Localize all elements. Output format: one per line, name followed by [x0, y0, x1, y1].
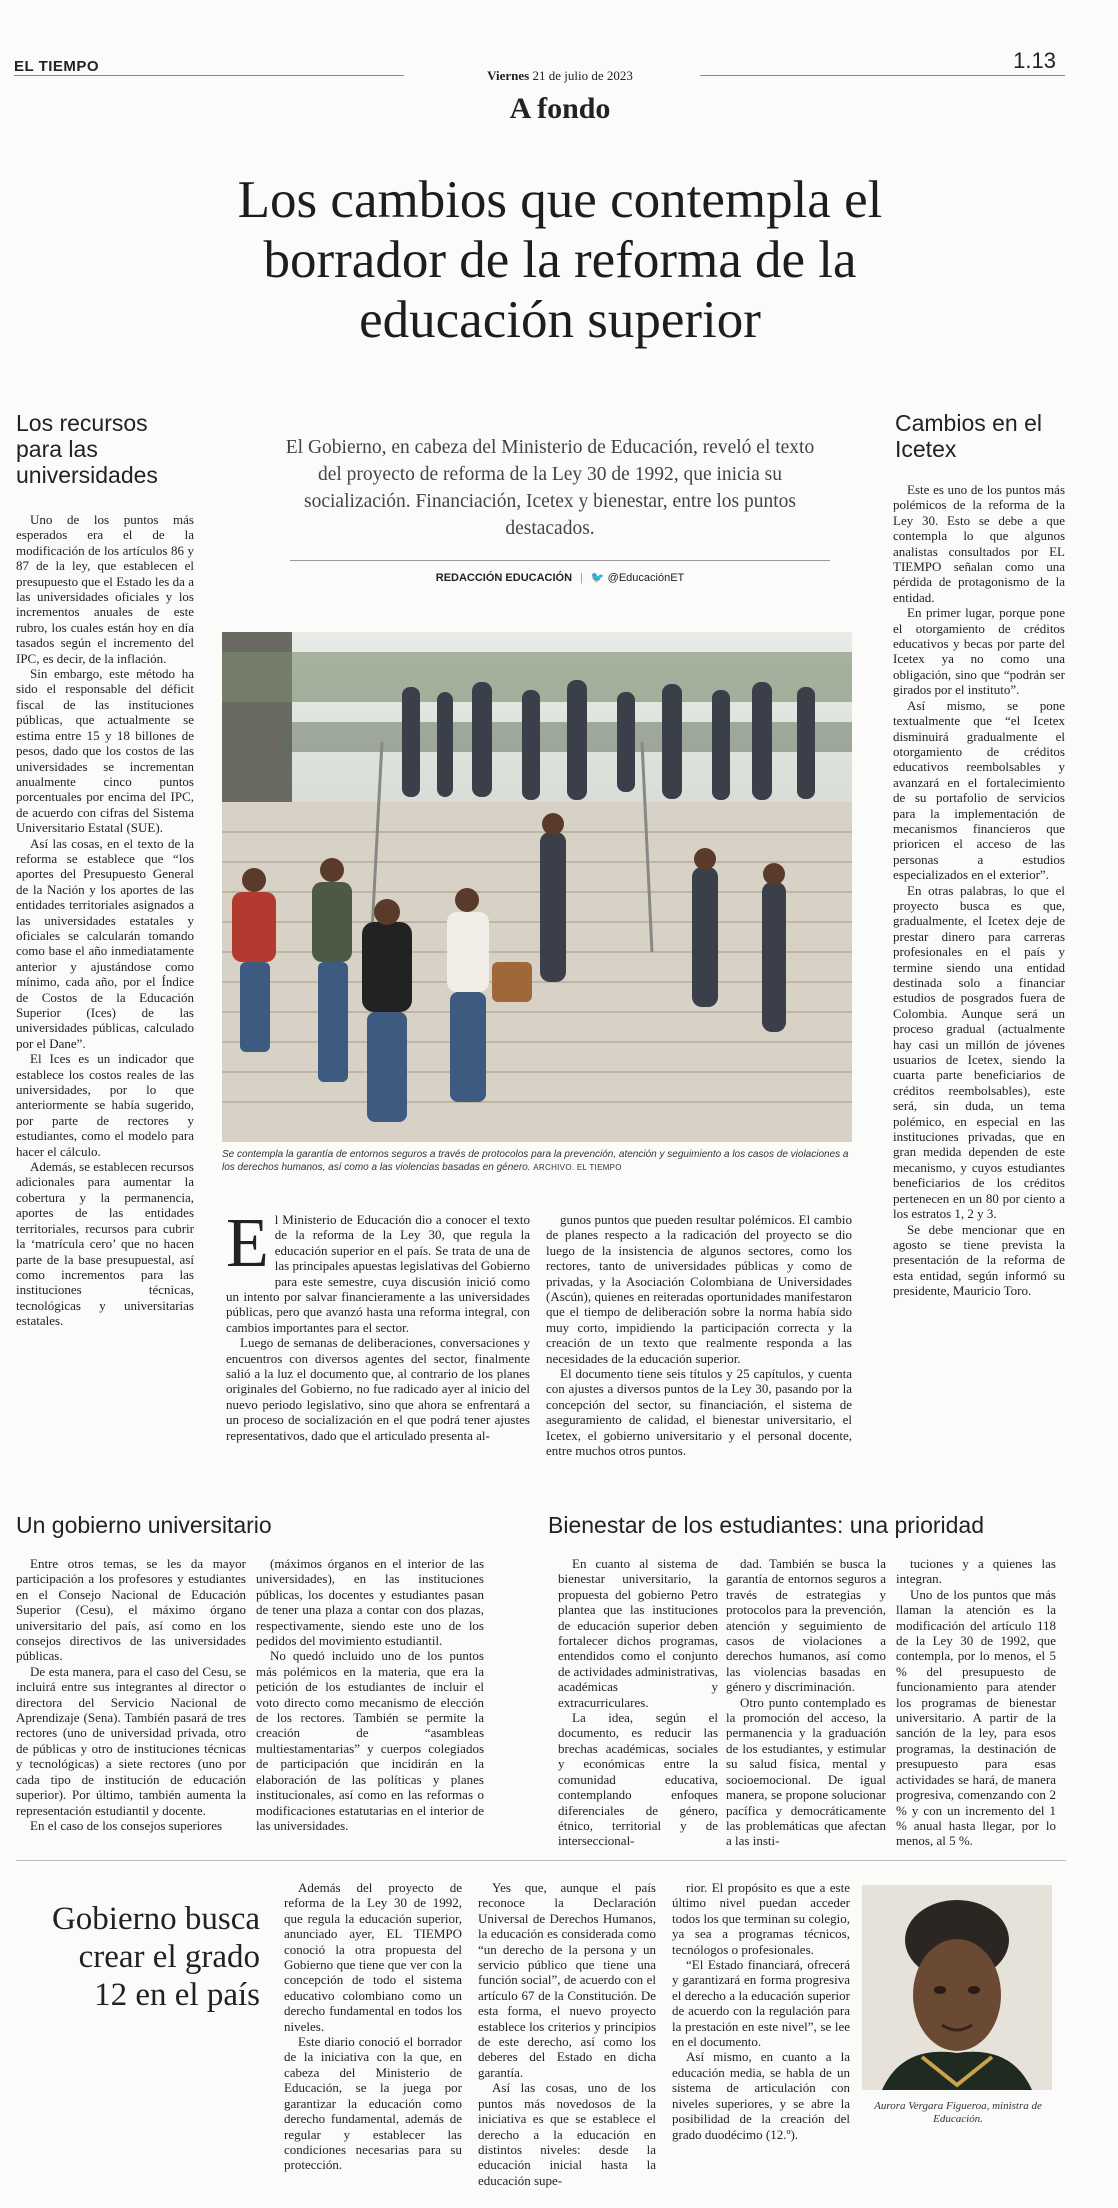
photo-credit: ARCHIVO. EL TIEMPO — [533, 1163, 622, 1172]
issue-date — [450, 68, 670, 84]
newspaper-name: EL TIEMPO — [14, 58, 100, 75]
paragraph: Así las cosas, uno de los puntos más novedosos de la iniciativa es que se establece el derecho a la educación en distintos niveles: desde la educación inicial hasta la educación supe- — [478, 2080, 656, 2188]
paragraph: Luego de semanas de deliberaciones, conversaciones y encuentros con diversos agentes del sector, finalmente salió a la luz el documento que, al contrario de los planes originales del Gobierno, no fue radicado ayer al inicio del nuevo periodo legislativo, sino que ahora se enfrentará a un proceso de socialización en el que podrá tener ajustes representativos, dado que el articulado presenta al- — [226, 1335, 530, 1443]
students-photo-illustration — [222, 632, 852, 1142]
grado12-column-1 — [284, 1880, 462, 2173]
issue-date-text: 21 de julio de 2023 — [532, 68, 633, 83]
dropcap: E — [226, 1205, 269, 1282]
photo-caption — [222, 1148, 852, 1174]
right-column-title: Cambios en el Icetex — [895, 410, 1043, 462]
section-title: A fondo — [509, 92, 611, 125]
paragraph: En primer lugar, porque pone el otorgamiento de créditos educativos y becas por parte del Icetex ya no como una obligación, sino que “podrán ser girados por el instituto”. — [893, 605, 1065, 698]
grado12-title: Gobierno busca crear el grado 12 en el país — [51, 1901, 260, 2013]
deck: El Gobierno, en cabeza del Ministerio de Educación, reveló el texto del proyecto de reforma de la Ley 30 de 1992, que inicia su socialización. Financiación, Icetex y bienestar, entre los puntos destacados. — [285, 437, 815, 539]
paragraph: rior. El propósito es que a este último nivel puedan acceder todos los que terminan su colegio, ya sea a programas técnicos, tecnólogos o profesionales. — [672, 1880, 850, 1957]
bienestar-column-1 — [558, 1556, 718, 1849]
paragraph: Así mismo, se pone textualmente que “el Icetex disminuirá gradualmente el otorgamiento de créditos educativos reembolsables y avanzará en el fortalecimiento de su portafolio de servicios para la implementación de mecanismos financieros que prioricen el acceso de las personas a estudios especializados en el exterior”. — [893, 697, 1065, 883]
gobierno-title: Un gobierno universitario — [16, 1512, 272, 1538]
gobierno-column-1 — [16, 1556, 246, 1833]
minister-portrait-illustration — [862, 1885, 1052, 2090]
grado12-column-2 — [478, 1880, 656, 2188]
paragraph: Además, se establecen recursos adicionales para aumentar la cobertura y la permanencia, aportes de las entidades territoriales, recursos para cubrir la ‘matrícula cero’ que no hacen parte de la base presupuestal, así como incrementos para las instituciones técnicas, tecnológicas y universitarias estatales. — [16, 1159, 194, 1329]
paragraph: gunos puntos que pueden resultar polémicos. El cambio de planes respecto a la radicación del proyecto se dio luego de la insistencia de algunos sectores, como los rectores, tanto de universidades públicas y como de privadas, y la Asociación Colombiana de Universidades (Ascún), quienes en reiteradas oportunidades manifestaron que el tiempo de deliberación sobre la norma había sido muy corto, impidiendo la participación correcta y la creación de un texto que realmente responda a las necesidades de la educación superior. — [546, 1212, 852, 1366]
photo-caption-text: Se contempla la garantía de entornos seguros a través de protocolos para la prevención, atención y seguimiento a los casos de violaciones a los derechos humanos, así como a las violencias basadas en género. — [222, 1149, 849, 1173]
paragraph: En otras palabras, lo que el proyecto busca es que, gradualmente, el Icetex deje de prestar dinero para carreras profesionales en el país y termine siendo una entidad destinada solo a financiar estudios de posgrados fuera de Colombia. Aunque será un proceso gradual (actualmente hay casi un millón de jóvenes usuarios de Icetex, siendo la cuarta parte beneficiarios de créditos reembolsables), este será, sin duda, un tema polémico, en especial en las instituciones privadas, que en gran medida dependen de este mecanismo, y cuyos estudiantes beneficiarios de los créditos pertenecen en un 80 por ciento a los estratos 1, 2 y 3. — [893, 882, 1065, 1222]
bienestar-column-2 — [726, 1556, 886, 1849]
paragraph: Este diario conoció el borrador de la iniciativa con la que, en cabeza del Ministerio de Educación, se la juega por garantizar la educación como derecho fundamental, además de regular y establecer las condiciones necesarias para su protección. — [284, 2034, 462, 2173]
paragraph: Así mismo, en cuanto a la educación media, se habla de un sistema de articulación con niveles superiores, y se abre la posibilidad de la creación del grado duodécimo (12.º). — [672, 2049, 850, 2142]
right-column-body — [893, 482, 1065, 1299]
paragraph: l Ministerio de Educación dio a conocer el texto de la reforma de la Ley 30, que regula la educación superior en el país. Se trata de una de las principales apuestas legislativas del Gobierno para este semestre, cuya discusión inició como un intento por salvar financieramente a las universidades públicas, pero que avanzó hasta una reforma integral, con cambios importantes para el sector. — [226, 1212, 530, 1335]
minister-portrait — [862, 1885, 1052, 2090]
left-column-body — [16, 512, 194, 1329]
portrait-caption: Aurora Vergara Figueroa, ministra de Educación. — [874, 2100, 1042, 2125]
paragraph: dad. También se busca la garantía de entornos seguros a través de estrategias y protocolos para la prevención, atención y seguimiento de casos de violaciones a derechos humanos, así como las violencias basadas en género y discriminación. — [726, 1556, 886, 1695]
paragraph: En cuanto al sistema de bienestar universitario, la propuesta del gobierno Petro plantea que las instituciones de educación superior deben fortalecer dichos programas, entendidos como el conjunto de actividades administrativas, académicas y extracurriculares. — [558, 1556, 718, 1710]
paragraph: Se debe mencionar que en agosto se tiene prevista la presentación de la reforma de esta entidad, según informó su presidente, Mauricio Toro. — [893, 1221, 1065, 1299]
twitter-icon: 🐦 — [590, 572, 605, 584]
paragraph: (máximos órganos en el interior de las universidades), en las instituciones públicas, los docentes y estudiantes pasan de tener una plaza a contar con dos plazas, respectivamente, siendo este uno de los pedidos del movimiento estudiantil. — [256, 1556, 484, 1649]
bienestar-title: Bienestar de los estudiantes: una prioridad — [548, 1512, 985, 1538]
paragraph: El documento tiene seis títulos y 25 capítulos, y cuenta con ajustes a diversos puntos de la Ley 30, pasando por la concepción del sector, su financiación, el sistema de aseguramiento de calidad, el bienestar universitario, el Icetex, el gobierno universitario y el personal docente, entre muchos otros puntos. — [546, 1366, 852, 1459]
paragraph: Otro punto contemplado es la promoción del acceso, la permanencia y la graduación de los estudiantes, y estimular su salud física, mental y socioemocional. De igual manera, se propone solucionar pacífica y democráticamente las problemáticas que afectan a las insti- — [726, 1694, 886, 1849]
students-photo — [222, 632, 852, 1142]
paragraph: Así las cosas, en el texto de la reforma se establece que “los aportes del Presupuesto General de la Nación y los aportes de las entidades territoriales asignados a las universidades estatales y oficiales se calcularán tomando como base el año inmediatamente anterior y ajustándose como mínimo, cada año, por el Índice de Costos de la Educación Superior (Ices) de las universidades públicas, calculado por el Dane”. — [16, 835, 194, 1051]
paragraph: El Ices es un indicador que establece los costos reales de las universidades, por lo que anteriormente se había sugerido, por parte de rectores y estudiantes, como el modelo para hacer el cálculo. — [16, 1051, 194, 1159]
byline: REDACCIÓN EDUCACIÓN | 🐦 @EducaciónET — [290, 560, 830, 584]
paragraph: De esta manera, para el caso del Cesu, se incluirá entre sus integrantes al director o directora del Servicio Nacional de Aprendizaje (Sena). También pasará de tres rectores (uno de universidad privada, otro de públicas y otro de instituciones técnicas y tecnológicas) a siete rectores (uno por cada tipo de institución de educación superior). Por último, también aumenta la representación estudiantil y docente. — [16, 1663, 246, 1818]
byline-twitter: @EducaciónET — [607, 572, 685, 584]
paragraph: tuciones y a quienes las integran. — [896, 1556, 1056, 1587]
page-number: 1.13 — [1013, 48, 1056, 73]
gobierno-column-2 — [256, 1556, 484, 1833]
intro-column-2 — [546, 1212, 852, 1459]
headline: Los cambios que contempla el borrador de la reforma de la educación superior — [237, 171, 883, 349]
grado12-column-3 — [672, 1880, 850, 2142]
paragraph: No quedó incluido uno de los puntos más polémicos en la materia, que era la petición de los estudiantes de incluir el voto directo como mecanismo de elección de los rectores. También se permite la creación de “asambleas multiestamentarias” y cuerpos colegiados de participación que incidirán en la elaboración de las políticas y planes institucionales, así como en las reformas o modificaciones estatutarias en el interior de las universidades. — [256, 1648, 484, 1833]
header-rule-right — [700, 75, 1065, 76]
left-column-title: Los recursos para las universidades — [16, 410, 158, 488]
paragraph: Uno de los puntos que más llaman la atención es la modificación del artículo 118 de la Ley 30 de 1992, que contempla, por lo menos, el 5 % del presupuesto de funcionamiento para atender los programas de bienestar universitario. A partir de la sanción de la ley, para esos programas, la destinación de presupuesto para esas actividades se hará, de manera progresiva, comenzando con 2 % y con un incremento del 1 % anual hasta llegar, por lo menos, al 5 %. — [896, 1586, 1056, 1849]
paragraph: Además del proyecto de reforma de la Ley 30 de 1992, que regula la educación superior, anunciado ayer, EL TIEMPO conoció la otra propuesta del Gobierno que tiene que ver con la concepción de todo el sistema educativo colombiano como un derecho fundamental en todos los niveles. — [284, 1880, 462, 2034]
intro-column-1 — [226, 1205, 530, 1443]
paragraph: Entre otros temas, se les da mayor participación a los profesores y estudiantes en el Consejo Nacional de Educación Superior (Cesu), el máximo órgano universitario del país, así como en los consejos directivos de las universidades públicas. — [16, 1556, 246, 1664]
section-divider — [16, 1860, 1066, 1861]
byline-author: REDACCIÓN EDUCACIÓN — [435, 572, 573, 584]
paragraph: Uno de los puntos más esperados era el de la modificación de los artículos 86 y 87 de la ley, que establecen el presupuesto que el Estado les da a las universidades oficiales y los incrementos anuales de este rubro, los cuales están hoy en día tasados según el incremento del IPC, es decir, de la inflación. — [16, 512, 194, 666]
header-rule-left — [14, 75, 404, 76]
paragraph: En el caso de los consejos superiores — [30, 1817, 223, 1833]
bienestar-column-3 — [896, 1556, 1056, 1849]
paragraph: Sin embargo, este método ha sido el responsable del déficit fiscal de las instituciones públicas, que actualmente se estima entre 15 y 18 billones de pesos, dado que los costos de las universidades se incrementan anualmente cinco puntos porcentuales por encima del IPC, de acuerdo con cifras del Sistema Universitario Estatal (SUE). — [16, 666, 194, 836]
paragraph: La idea, según el documento, es reducir las brechas académicas, sociales y económicas entre la comunidad educativa, contemplando enfoques diferenciales de género, étnico, territorial y de interseccional- — [558, 1710, 718, 1849]
issue-day: Viernes — [487, 68, 530, 83]
paragraph: Este es uno de los puntos más polémicos de la reforma de la Ley 30. Esto se debe a que contempla lo que algunos analistas consultados por EL TIEMPO señalan como una pérdida de protagonismo de la entidad. — [893, 482, 1065, 605]
paragraph: “El Estado financiará, ofrecerá y garantizará en forma progresiva el derecho a la educación superior de acuerdo con la regulación para la prestación en este nivel”, se lee en el documento. — [672, 1957, 850, 2050]
paragraph: Yes que, aunque el país reconoce la Declaración Universal de Derechos Humanos, la educación es considerada como “un derecho de la persona y un servicio público que tiene una función social”, de acuerdo con el artículo 67 de la Constitución. De esta forma, el nuevo proyecto establece los criterios y principios de este derecho, así como los deberes del Estado en dicha garantía. — [478, 1880, 656, 2080]
